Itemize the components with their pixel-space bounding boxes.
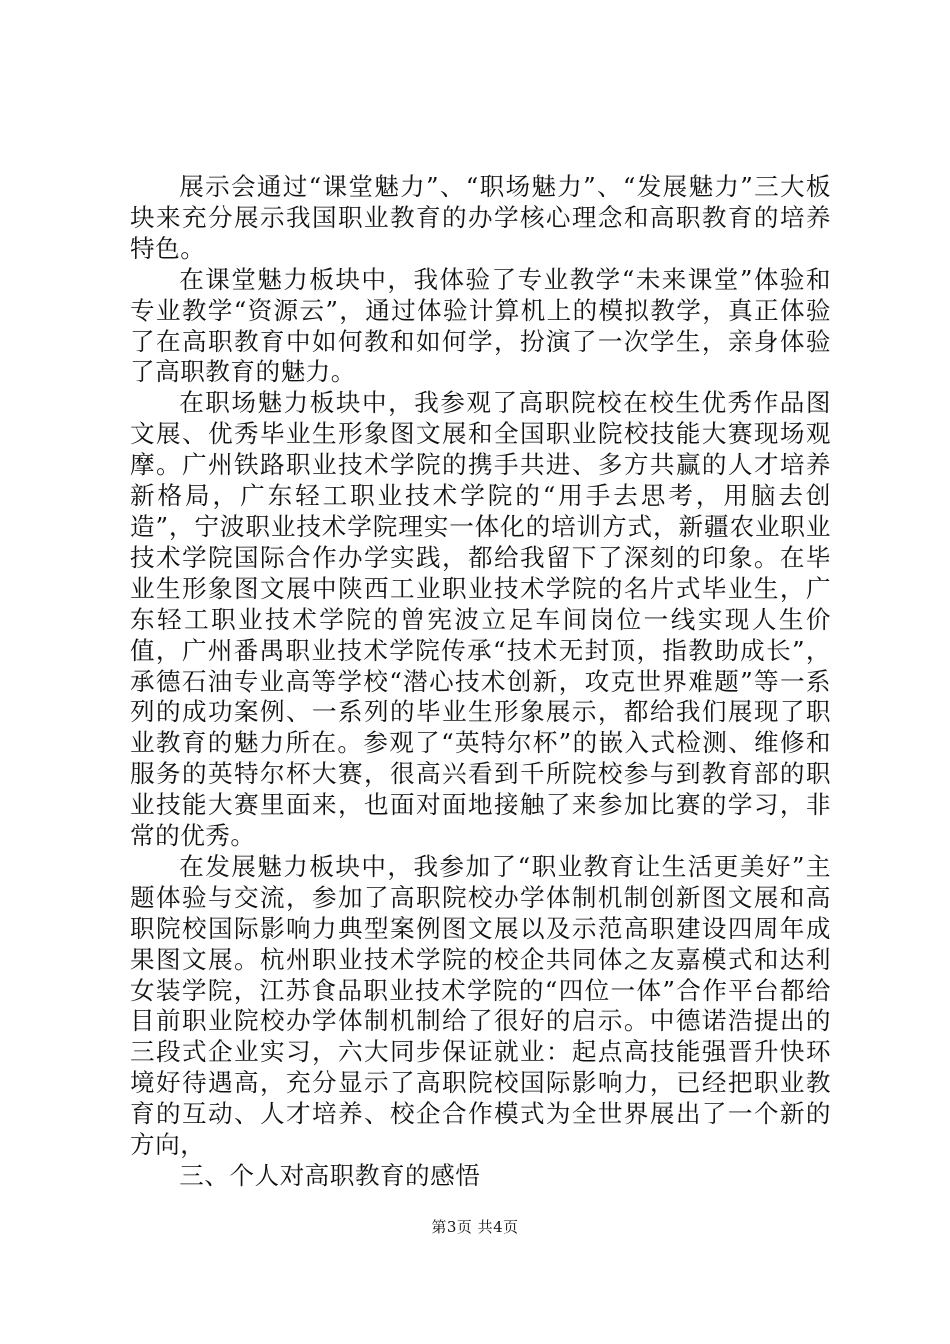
paragraph-showcase-intro: 展示会通过“课堂魅力”、“职场魅力”、“发展魅力”三大板块来充分展示我国职业教育的办学核心理念和高职教育的培养特色。 [130,172,831,263]
paragraph-development-charm: 在发展魅力板块中，我参加了“职业教育让生活更美好”主题体验与交流，参加了高职院校办学体制机制创新图文展和高职院校国际影响力典型案例图文展以及示范高职建设四周年成果图文展。杭州职业技术学院的校企共同体之友嘉模式和达利女装学院，江苏食品职业技术学院的“四位一体”合作平台都给目前职业院校办学体制机制给了很好的启示。中德诺浩提出的三段式企业实习，六大同步保证就业：起点高技能强晋升快环境好待遇高，充分显示了高职院校国际影响力，已经把职业教育的互动、人才培养、校企合作模式为全世界展出了一个新的方向， [130,851,831,1160]
paragraph-workplace-charm: 在职场魅力板块中，我参观了高职院校在校生优秀作品图文展、优秀毕业生形象图文展和全国职业院校技能大赛现场观摩。广州铁路职业技术学院的携手共进、多方共赢的人才培养新格局，广东轻工职业技术学院的“用手去思考，用脑去创造”，宁波职业技术学院理实一体化的培训方式，新疆农业职业技术学院国际合作办学实践，都给我留下了深刻的印象。在毕业生形象图文展中陕西工业职业技术学院的名片式毕业生，广东轻工职业技术学院的曾宪波立足车间岗位一线实现人生价值，广州番禺职业技术学院传承“技术无封顶，指教助成长”，承德石油专业高等学校“潜心技术创新，攻克世界难题”等一系列的成功案例、一系列的毕业生形象展示，都给我们展现了职业教育的魅力所在。参观了“英特尔杯”的嵌入式检测、维修和服务的英特尔杯大赛，很高兴看到千所院校参与到教育部的职业技能大赛里面来，也面对面地接触了来参加比赛的学习，非常的优秀。 [130,388,831,851]
document-body [130,172,831,1192]
page-footer: 第3页 共4页 [431,1218,519,1236]
paragraph-classroom-charm: 在课堂魅力板块中，我体验了专业教学“未来课堂”体验和专业教学“资源云”，通过体验计算机上的模拟教学，真正体验了在高职教育中如何教和如何学，扮演了一次学生，亲身体验了高职教育的魅力。 [130,264,831,387]
section-heading: 三、个人对高职教育的感悟 [179,1161,481,1190]
